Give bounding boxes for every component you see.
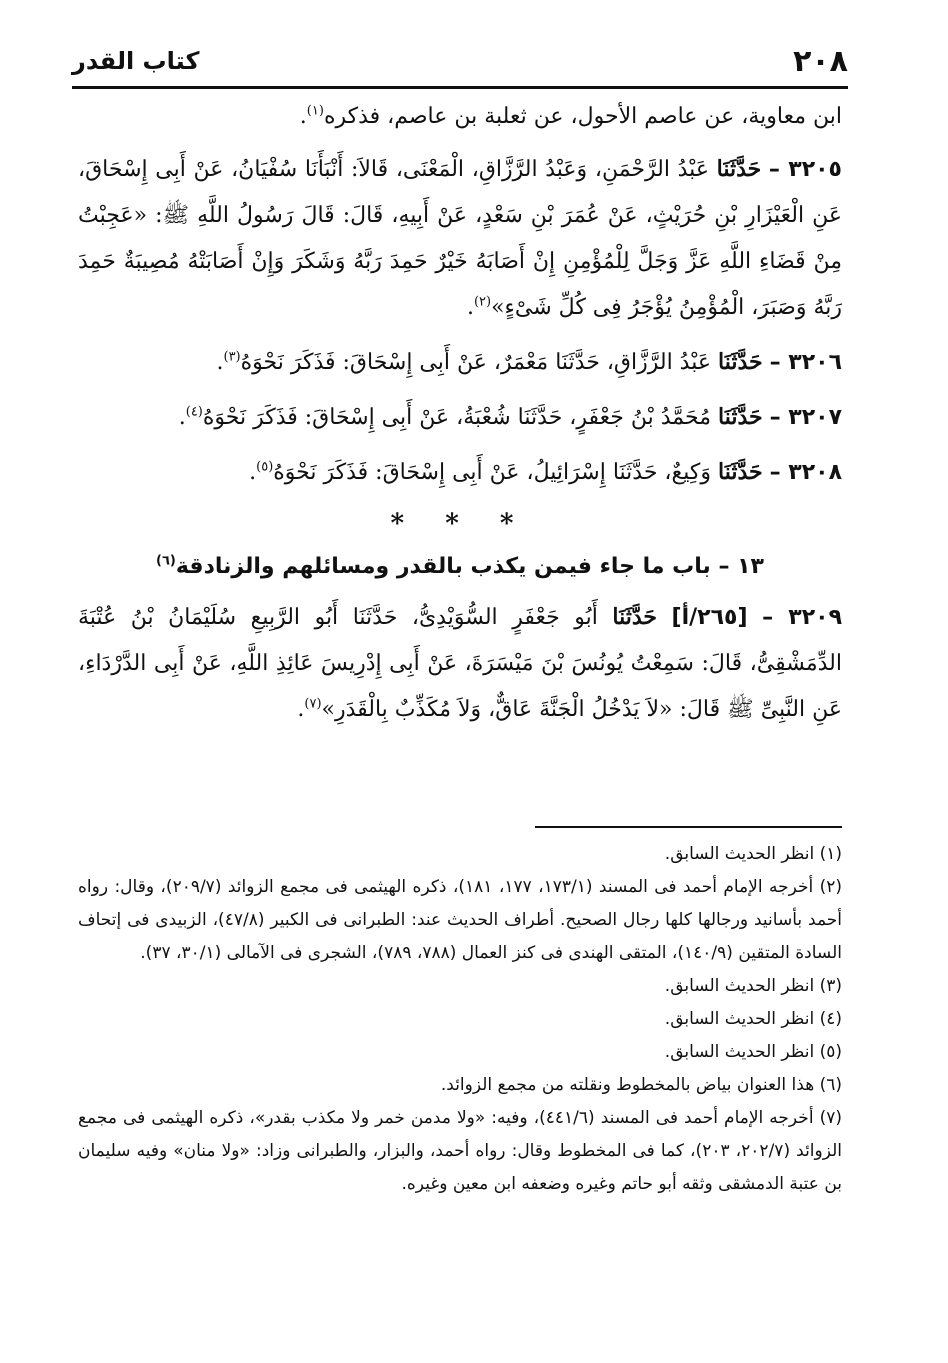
footnote-5 <box>78 1036 842 1069</box>
hadith-text: وَكِيعٌ، حَدَّثَنَا إِسْرَائِيلُ، عَنْ أَبِى إِسْحَاقَ: فَذَكَرَ نَحْوَهُ <box>273 460 711 485</box>
footnote-text: انظر الحديث السابق. <box>664 976 815 996</box>
footnote-ref: (٣) <box>223 349 241 365</box>
book-title: كتاب القدر <box>72 47 200 75</box>
footnote-text: أخرجه الإمام أحمد فى المسند (١٧٣/١، ١٧٧، ١٨١)، ذكره الهيثمى فى مجمع الزوائد (٢٠٩/٧)، وقال: رواه أحمد بأسانيد ورجالها كلها رجال الصحيح. أطراف الحديث عند: الطبرانى فى الكبير (٤٧/٨)، الزبيدى فى إتحاف السادة المتقين (١٤٠/٩)، المتقى الهندى فى كنز العمال (٧٨٨، ٧٨٩)، الشجرى فى الآمالى (٣٠/١، ٣٧). <box>78 877 842 963</box>
folio-marker: [٢٦٥/أ] <box>671 605 748 630</box>
hadith-3207: ٣٢٠٧ – حَدَّثَنَا مُحَمَّدُ بْنُ جَعْفَرٍ، حَدَّثَنَا شُعْبَةُ، عَنْ أَبِى إِسْحَاقَ: فَذَكَرَ نَحْوَهُ$^{(٤)}$. <box>178 404 842 430</box>
footnote-marker: (٢) <box>819 877 843 897</box>
footnote-2 <box>78 871 842 970</box>
footnote-marker: (٦) <box>819 1075 842 1095</box>
footnote-ref: (٦) <box>156 553 176 569</box>
hadith-3209: ٣٢٠٩ – [٢٦٥/أ] حَدَّثَنَا أَبُو جَعْفَرٍ السُّوَيْدِىُّ، حَدَّثَنَا أَبُو الرَّبِيعِ سُلَيْمَانُ بْنُ عُتْبَةَ الدِّمَشْقِىُّ، قَالَ: سَمِعْتُ يُونُسَ بْنَ مَيْسَرَةَ، عَنْ أَبِى إِدْرِيسَ عَائِذِ اللَّهِ، عَنْ أَبِى الدَّرْدَاءِ، عَنِ النَّبِىِّ ﷺ قَالَ: «لاَ يَدْخُلُ الْجَنَّةَ عَاقٌّ، وَلاَ مُكَذِّبٌ بِالْقَدَرِ»$^{(٧)}$. <box>78 604 842 722</box>
hadith-lead: حَدَّثَنَا <box>716 156 762 182</box>
footnote-ref: (٥) <box>256 459 274 475</box>
hadith-lead: حَدَّثَنَا <box>717 349 763 375</box>
section-separator: * * * <box>390 509 530 539</box>
hadith-number: ٣٢٠٥ – <box>768 157 842 182</box>
hadith-number: ٣٢٠٨ – <box>769 460 842 485</box>
footnote-text: هذا العنوان بياض بالمخطوط ونقلته من مجمع الزوائد. <box>440 1075 815 1095</box>
footnote-6 <box>78 1069 842 1102</box>
footnote-ref: (٧) <box>304 696 322 712</box>
hadith-3206: ٣٢٠٦ – حَدَّثَنَا عَبْدُ الرَّزَّاقِ، حَدَّثَنَا مَعْمَرٌ، عَنْ أَبِى إِسْحَاقَ: فَذَكَرَ نَحْوَهُ$^{(٣)}$. <box>216 349 842 375</box>
footnote-4 <box>78 1003 842 1036</box>
hadith-text: عَبْدُ الرَّحْمَنِ، وَعَبْدُ الرَّزَّاقِ، الْمَعْنَى، قَالاَ: أَنْبَأَنَا سُفْيَانُ، عَنْ أَبِى إِسْحَاقَ، عَنِ الْعَيْزَارِ بْنِ حُرَيْثٍ، عَنْ عُمَرَ بْنِ سَعْدٍ، عَنْ أَبِيهِ، قَالَ: قَالَ رَسُولُ اللَّهِ ﷺ: «عَجِبْتُ مِنْ قَضَاءِ اللَّهِ عَزَّ وَجَلَّ لِلْمُؤْمِنِ إِنْ أَصَابَهُ خَيْرٌ حَمِدَ رَبَّهُ وَشَكَرَ وَإِنْ أَصَابَتْهُ مُصِيبَةٌ حَمِدَ رَبَّهُ وَصَبَرَ، الْمُؤْمِنُ يُؤْجَرُ فِى كُلِّ شَىْءٍ» <box>78 157 842 320</box>
footnote-marker: (٤) <box>819 1009 842 1029</box>
hadith-number: ٣٢٠٧ – <box>769 405 842 430</box>
footnote-rule <box>535 826 842 828</box>
footnote-marker: (٣) <box>819 976 842 996</box>
hadith-number: ٣٢٠٦ – <box>769 350 842 375</box>
hadith-number: ٣٢٠٩ – <box>762 605 842 630</box>
footnote-marker: (١) <box>819 844 842 864</box>
hadith-3205: ٣٢٠٥ – حَدَّثَنَا عَبْدُ الرَّحْمَنِ، وَعَبْدُ الرَّزَّاقِ، الْمَعْنَى، قَالاَ: أَنْبَأَنَا سُفْيَانُ، عَنْ أَبِى إِسْحَاقَ، عَنِ الْعَيْزَارِ بْنِ حُرَيْثٍ، عَنْ عُمَرَ بْنِ سَعْدٍ، عَنْ أَبِيهِ، قَالَ: قَالَ رَسُولُ اللَّهِ ﷺ: «عَجِبْتُ مِنْ قَضَاءِ اللَّهِ عَزَّ وَجَلَّ لِلْمُؤْمِنِ إِنْ أَصَابَهُ خَيْرٌ حَمِدَ رَبَّهُ وَشَكَرَ وَإِنْ أَصَابَتْهُ مُصِيبَةٌ حَمِدَ رَبَّهُ وَصَبَرَ، الْمُؤْمِنُ يُؤْجَرُ فِى كُلِّ شَىْءٍ»$^{(٢)}$. <box>78 156 842 320</box>
footnote-ref: (١) <box>306 103 324 119</box>
paragraph-continuation: ابن معاوية، عن عاصم الأحول، عن ثعلبة بن عاصم، فذكره$^{(١)}$. <box>299 103 842 129</box>
hadith-lead: حَدَّثَنَا <box>717 404 763 430</box>
footnote-ref: (٢) <box>473 294 492 310</box>
hadith-lead: حَدَّثَنَا <box>612 604 657 630</box>
footnote-text: انظر الحديث السابق. <box>664 1009 815 1029</box>
hadith-3208: ٣٢٠٨ – حَدَّثَنَا وَكِيعٌ، حَدَّثَنَا إِسْرَائِيلُ، عَنْ أَبِى إِسْحَاقَ: فَذَكَرَ نَحْوَهُ$^{(٥)}$. <box>249 459 842 485</box>
footnote-7 <box>78 1102 842 1201</box>
footnotes <box>78 838 842 1201</box>
footnote-text: أخرجه الإمام أحمد فى المسند (٤٤١/٦)، وفيه: «ولا مدمن خمر ولا مكذب بقدر»، ذكره الهيثمى فى مجمع الزوائد (٢٠٢/٧، ٢٠٣)، كما فى المخطوط وقال: رواه أحمد، والبزار، والطبرانى وزاد: «ولا منان» وفيه سليمان بن عتبة الدمشقى وثقه أبو حاتم وغيره وضعفه ابن معين وغيره. <box>78 1108 843 1194</box>
footnote-marker: (٥) <box>819 1042 842 1062</box>
paragraph-text: ابن معاوية، عن عاصم الأحول، عن ثعلبة بن عاصم، فذكره <box>323 104 842 129</box>
footnote-1 <box>78 838 842 871</box>
footnote-marker: (٧) <box>819 1108 843 1128</box>
main-text <box>78 94 842 741</box>
hadith-lead: حَدَّثَنَا <box>717 459 763 485</box>
footnote-ref: (٤) <box>185 404 203 420</box>
header-rule <box>72 86 848 89</box>
footnote-text: انظر الحديث السابق. <box>664 1042 815 1062</box>
footnote-text: انظر الحديث السابق. <box>664 844 815 864</box>
chapter-heading <box>78 544 842 590</box>
hadith-text: عَبْدُ الرَّزَّاقِ، حَدَّثَنَا مَعْمَرٌ، عَنْ أَبِى إِسْحَاقَ: فَذَكَرَ نَحْوَهُ <box>240 350 711 375</box>
chapter-title: ١٣ – باب ما جاء فيمن يكذب بالقدر ومسائلهم والزنادقة <box>175 554 764 579</box>
page-number: ٢٠٨ <box>793 43 848 79</box>
hadith-text: مُحَمَّدُ بْنُ جَعْفَرٍ، حَدَّثَنَا شُعْبَةُ، عَنْ أَبِى إِسْحَاقَ: فَذَكَرَ نَحْوَهُ <box>202 405 711 430</box>
page-header <box>72 36 848 86</box>
hadith-text: أَبُو جَعْفَرٍ السُّوَيْدِىُّ، حَدَّثَنَا أَبُو الرَّبِيعِ سُلَيْمَانُ بْنُ عُتْبَةَ الدِّمَشْقِىُّ، قَالَ: سَمِعْتُ يُونُسَ بْنَ مَيْسَرَةَ، عَنْ أَبِى إِدْرِيسَ عَائِذِ اللَّهِ، عَنْ أَبِى الدَّرْدَاءِ، عَنِ النَّبِىِّ ﷺ قَالَ: «لاَ يَدْخُلُ الْجَنَّةَ عَاقٌّ، وَلاَ مُكَذِّبٌ بِالْقَدَرِ» <box>78 605 842 722</box>
footnote-3 <box>78 970 842 1003</box>
